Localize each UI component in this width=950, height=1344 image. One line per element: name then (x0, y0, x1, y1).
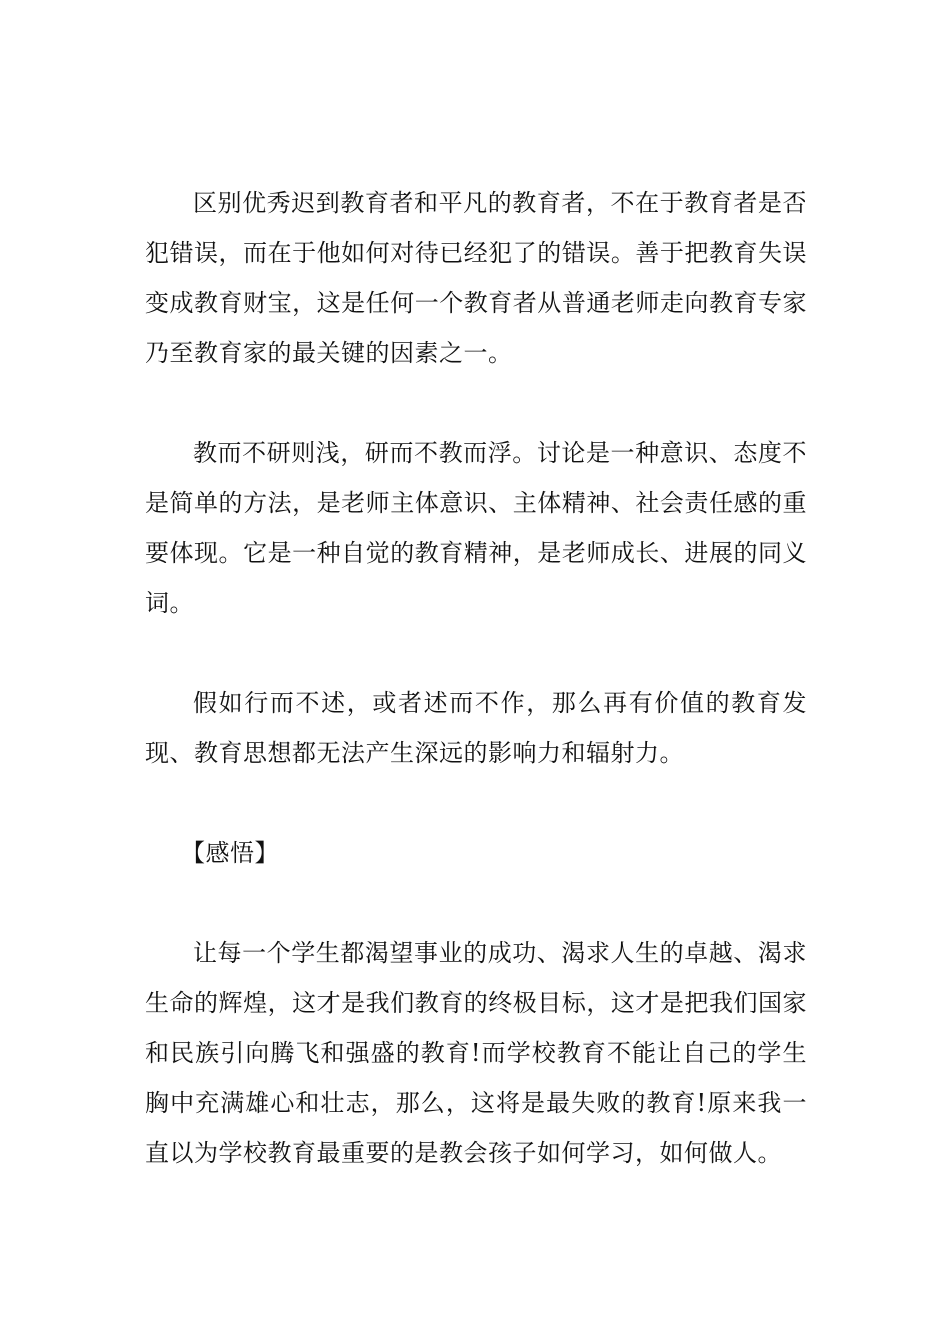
paragraph-2: 教而不研则浅，研而不教而浮。讨论是一种意识、态度不是简单的方法，是老师主体意识、主体精神、社会责任感的重要体现。它是一种自觉的教育精神，是老师成长、进展的同义词。 (145, 439, 807, 617)
paragraph-3: 假如行而不述，或者述而不作，那么再有价值的教育发现、教育思想都无法产生深远的影响力和辐射力。 (145, 689, 807, 767)
section-heading: 【感悟】 (181, 839, 279, 867)
paragraph-1: 区别优秀迟到教育者和平凡的教育者，不在于教育者是否犯错误，而在于他如何对待已经犯了的错误。善于把教育失误变成教育财宝，这是任何一个教育者从普通老师走向教育专家乃至教育家的最关键的因素之一。 (145, 189, 807, 367)
section-paragraph: 让每一个学生都渴望事业的成功、渴求人生的卓越、渴求生命的辉煌，这才是我们教育的终极目标，这才是把我们国家和民族引向腾飞和强盛的教育!而学校教育不能让自己的学生胸中充满雄心和壮志，那么，这将是最失败的教育!原来我一直以为学校教育最重要的是教会孩子如何学习，如何做人。 (145, 939, 807, 1167)
document-page (145, 178, 807, 1228)
